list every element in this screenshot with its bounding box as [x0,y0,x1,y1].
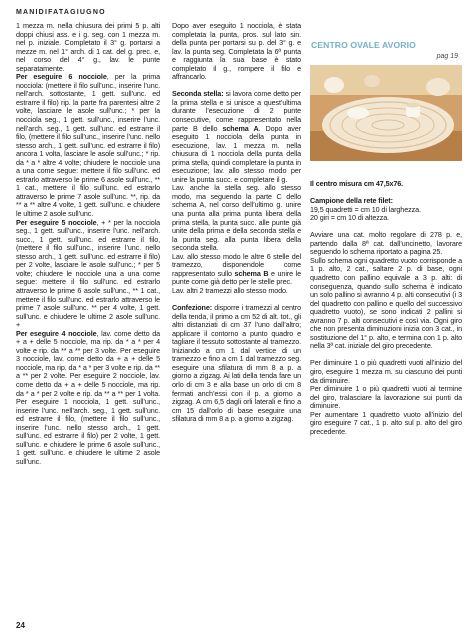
page-header [16,9,106,16]
subheading: Per eseguire 4 nocciole [16,328,97,338]
paragraph: Confezione: disporre i tramezzi al centro della tenda, il primo a cm 52 di alt. tot., gli altri distanziati di cm 37 l’uno dall’altro; applicare il contorno a punto quadro e tagliare il tessuto sottostante al tramezzo. Iniziando a cm 1 dal vertice di un tramezzo e fino a cm 1 dal tramezzo seg. eseguire una sfilatura di mm 8 a p. a giorno a zigzag. Ai lati della tenda fare un orlo di cm 3 e alla base un orlo di cm 8 fermati anch’essi con il p. a giorno a zigzag. A cm 6,5 dagli orli laterali e fino a cm 15 dall’orlo di base eseguire una sfilatura di mm 8 a p. a giorno a zigzag. [172,303,301,424]
page-number: 24 [16,621,25,630]
paragraph: Per eseguire 6 nocciole, per la prima nocciola: (mettere il filo sull’unc., inserire l’unc. nell’arch. sottostante, 1 gett. sull’unc. ed estrarre il filo) rip. la parte fra parentesi altre 2 volte, lasciare le asole sull’unc.; * per la nocciola seg., 1 gett. sull’unc., inserire l’unc. nell’arch. seg., 1 gett. sull’unc. ed estrarre il filo, (mettere il filo sull’unc., inserire l’unc. nello stesso arch., 1 gett. sull’unc. ed estrarre il filo) ancora 1 volta, lasciare le asole sull’unc.; * rip. da * a * altre 4 volte; chiudere le nocciole una a una come segue: mettere il filo sull’unc. ed estrarlo attraverso le prime 6 asole sull’unc., ** 1 cat., mettere il filo sull’unc. ed estrarlo attraverso le prime 7 asole sull’unc. **, rip. da ** a ** altre 4 volte, 1 gett. sull’unc. e chiudere le ultime 2 asole sull’unc. [16,72,161,219]
lace-doily-photo [310,65,462,161]
paragraph: Lav. allo stesso modo le altre 6 stelle del tramezzo, disponendole come rappresentato sullo schema B e unire le punte come già detto per le stelle prec. [172,251,301,287]
paragraph: 1 mezza m. nella chiusura dei primi 5 p. alti doppi chiusi ass. e i g. seg. con 1 mezza m. nel p. iniziale. Completato il 3° g. portarsi a mezze m. nel 1° arch. di 1 cat. del g. prec. e, nel corso del 4° g., lav. le punte separatamente. [16,21,160,73]
page-reference: pag 19 [436,53,458,60]
paragraph: Lav. altri 2 tramezzi allo stesso modo. [172,285,288,295]
paragraph: Dopo aver eseguito 1 nocciola, è stata completata la punta, pros. sul lato sin. della punta per portarsi su p. del 3° g. e lav. la punta seg. Completata la 6ª punta e raggiunta la sua base è stato completato il g., rompere il filo e affrancarlo. [172,21,301,82]
paragraph: Per diminuire 1 o più quadretti vuoti all’inizio del giro, eseguire 1 mezza m. su ciascuno dei punti da diminuire. Per diminuire 1 o più quadretti vuoti al termine del giro, tralasciare la lavorazione sui punti da diminuire. Per aumentare 1 quadretto vuoto all’inizio del giro eseguire 7 cat., 1 p. alto sul p. alto del giro precedente. [310,358,462,436]
issue-month: GIUGNO [70,9,106,16]
paragraph: Avviare una cat. molto regolare di 278 p. e, partendo dalla 8ª cat. dall’uncinetto, lavorare seguendo lo schema riportato a pagina 25. Sullo schema ogni quadretto vuoto corrisponde a 1 p. alto, 2 cat., saltare 2 p. di base, ogni quadretto con pallino equivale a 3 p. alti: di conseguenza, quando sullo schema è indicato un solo pallino si avranno 4 p. alti consecutivi (i 3 del quadretto con pallino e quello del successivo quadretto vuoto), se sono indicati 2 pallini si avranno 7 p. alti consecutivi e così via. Ogni giro che non presenta diminuzioni inizia con 3 cat., in sostituzione del 1° p. alto, e termina con 1 p. alto nella 3ª cat. iniziale del giro precedente. [310,230,462,351]
magazine-name: MANIDIFATA [16,9,71,16]
subheading: Seconda stella: [172,89,224,99]
subheading: Per eseguire 5 nocciole [16,217,97,227]
subheading: Confezione: [172,303,213,313]
column-1 [16,22,160,466]
section-title: CENTRO OVALE AVORIO [311,40,416,50]
column-2 [172,22,301,424]
paragraph: Seconda stella: si lavora come detto per la prima stella e si unisce a quest’ultima durante l’esecuzione di 2 punte consecutive, come rappresentato nella parte B dello schema A. Dopo aver eseguito 1 nocciola della punta in esecuzione, lav. 1 mezza m. nella chiusura di 1 nocciola della punta della prima stella, quindi completare la punta in esecuzione; lav. allo stesso modo per unire la punta succ. e completare il g. [172,89,302,184]
paragraph: Lav. anche la stella seg. allo stesso modo, ma seguendo la parte C dello schema A, nel corso dell’ultimo g. unire una punta alla prima punta libera della prima stella, la punta succ. alle punte già unite della prima e della seconda stella e la punta seg. alla punta libera della seconda stella. [172,183,301,253]
doily-illustration [310,65,462,161]
paragraph: Per eseguire 5 nocciole, + * per la nocciola seg., 1 gett. sull’unc., inserire l’unc. nell’arch. succ., 1 gett. sull’unc. ed estrarre il filo, (mettere il filo sull’unc., inserire l’unc. nello stesso arch., 1 gett. sull’unc. ed estrarre il filo) per 2 volte, lasciare le asole sull’unc.; * per 5 volte; chiudere le nocciole una a una come segue: mettere il filo sull’unc. ed estrarlo attraverso le prime 6 asole sull’unc., ** 1 cat., mettere il filo sull’unc. ed estrarlo attraverso le prime 7 asole sull’unc. ** per 4 volte, 1 gett. sull’unc. e chiudere le ultime 2 asole sull’unc. + [16,217,161,330]
paragraph: Per eseguire 4 nocciole, lav. come detto da + a + delle 5 nocciole, ma rip. da * a * per 4 volte e rip. da ** a ** per 3 volte. Per eseguire 3 nocciole, lav. come detto da + a + delle 5 nocciole, ma rip. da * a * per 3 volte e rip. da ** a ** per 2 volte. Per eseguire 2 nocciole, lav. come detto da + a + delle 5 nocciole, ma rip. da * a * per 2 volte e rip. da ** a ** per 1 volta. Per eseguire 1 nocciola, 1 gett. sull’unc., inserire l’unc. nell’arch. seg., 1 gett. sull’unc. ed estrarre il filo, (mettere il filo sull’unc., inserire l’unc. nello stesso arch., 1 gett. sull’unc. ed estrarre il filo) per 2 volte, 1 gett. sull’unc. e chiudere le prime 6 asole sull’unc., 1 gett. sull’unc. e chiudere le ultime 2 asole sull’unc. [16,328,160,466]
subheading: Per eseguire 6 nocciole [16,72,107,82]
paragraph: 19,5 quadretti = cm 10 di larghezza. 20 giri = cm 10 di altezza. [310,204,421,223]
paragraph [310,180,462,189]
column-3 [310,180,462,436]
subheading: Il centro misura cm 47,5x76. [310,179,404,188]
subheading: Campione della rete filet: [310,196,393,206]
